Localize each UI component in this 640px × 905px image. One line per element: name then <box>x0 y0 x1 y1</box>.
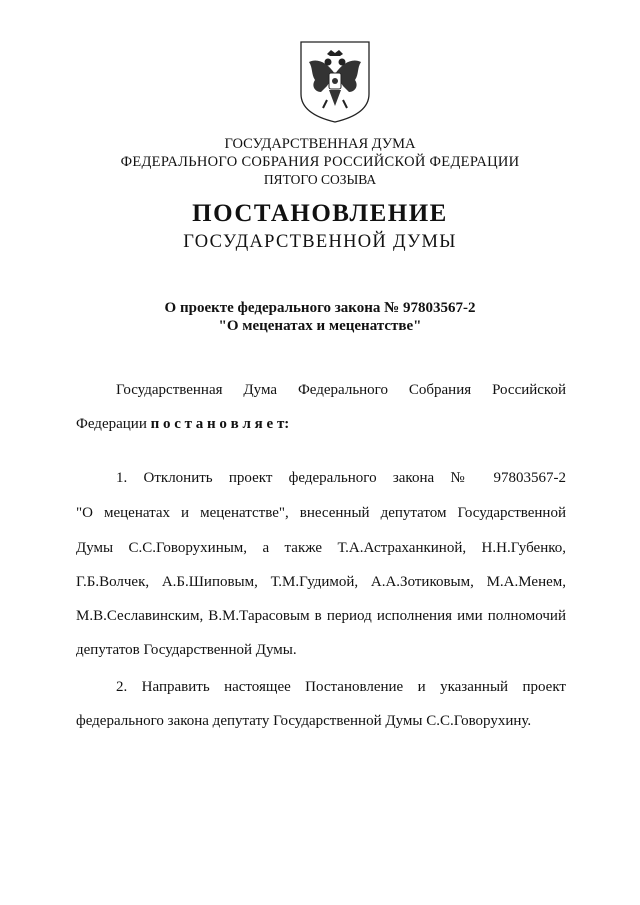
org-line-1: ГОСУДАРСТВЕННАЯ ДУМА <box>224 136 416 152</box>
subject-line-1: О проекте федерального закона № 97803567-2 <box>164 300 476 316</box>
document-type-title: ПОСТАНОВЛЕНИЕ <box>192 200 448 227</box>
subject-line-2: "О меценатах и меценатстве" <box>218 318 422 334</box>
preamble-subject: Федерации <box>76 416 151 432</box>
item1-line-4: Г.Б.Волчек, А.Б.Шиповым, Т.М.Гудимой, А.А.Зотиковым, М.А.Менем, <box>76 574 566 590</box>
preamble-line-1: Государственная Дума Федерального Собрания Российской <box>116 382 566 398</box>
org-line-3: ПЯТОГО СОЗЫВА <box>263 172 377 187</box>
item2-line-2: федерального закона депутату Государственной Думы С.С.Говорухину. <box>76 713 532 729</box>
preamble-verb: п о с т а н о в л я е т: <box>150 416 290 432</box>
item2-line-1: 2. Направить настоящее Постановление и указанный проект <box>116 679 566 695</box>
item1-line-5: М.В.Сеславинским, В.М.Тарасовым в период исполнения ими полномочий <box>76 608 566 624</box>
coat-of-arms-emblem <box>297 40 373 124</box>
item1-line-3: Думы С.С.Говорухиным, а также Т.А.Астраханкиной, Н.Н.Губенко, <box>76 540 566 556</box>
item1-line-2: "О меценатах и меценатстве", внесенный депутатом Государственной <box>76 505 566 521</box>
item1-line-6: депутатов Государственной Думы. <box>76 642 297 658</box>
preamble-line-2 <box>76 416 566 433</box>
document-issuer-subtitle: ГОСУДАРСТВЕННОЙ ДУМЫ <box>183 232 457 252</box>
org-line-2: ФЕДЕРАЛЬНОГО СОБРАНИЯ РОССИЙСКОЙ ФЕДЕРАЦИИ <box>120 154 520 170</box>
item1-line-1: 1. Отклонить проект федерального закона № 97803567-2 <box>116 470 566 486</box>
